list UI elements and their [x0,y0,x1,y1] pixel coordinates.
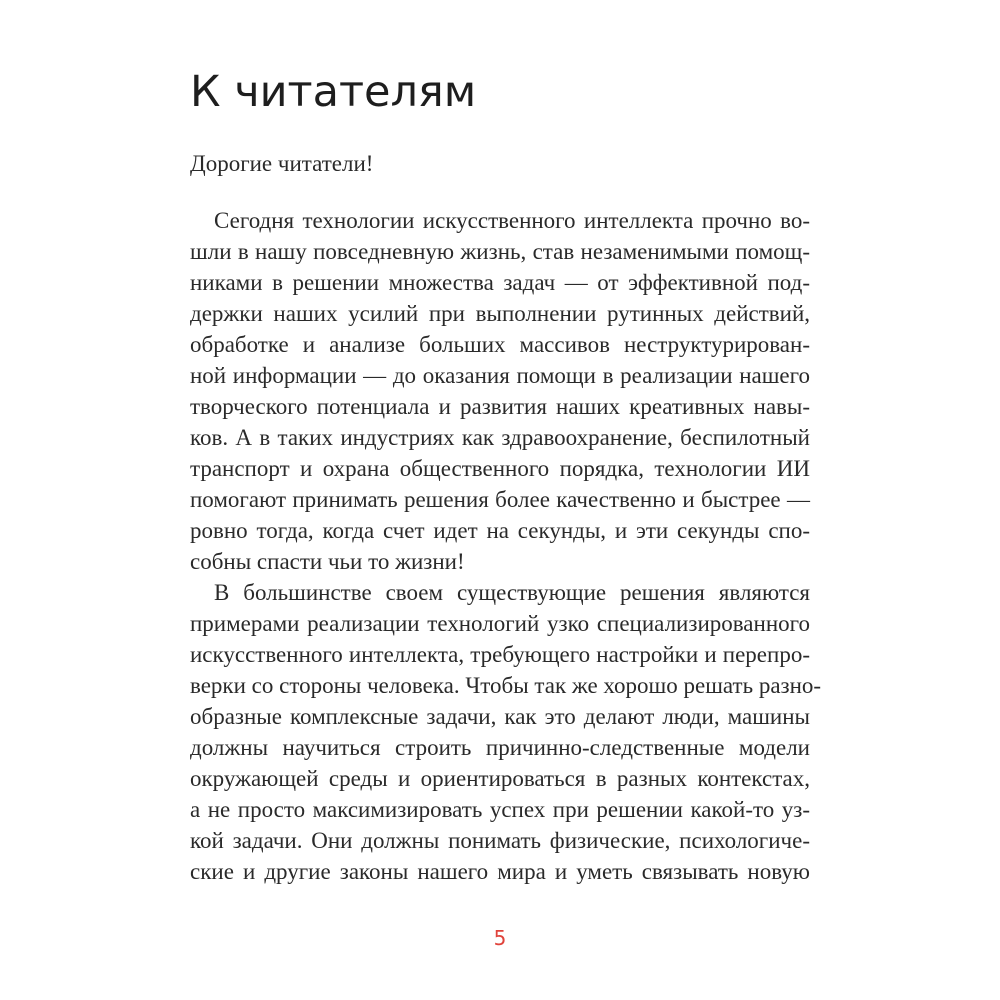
body-line: транспорт и охрана общественного порядка, технологии ИИ [190,456,810,481]
page-number: 5 [493,926,507,950]
body-line: обработке и анализе больших массивов неструктурирован- [190,332,810,357]
body-line: окружающей среды и ориентироваться в разных контекстах, [190,766,810,791]
chapter-title: К читателям [190,67,477,117]
body-line: ной информации — до оказания помощи в реализации нашего [190,363,810,388]
body-line: примерами реализации технологий узко специализированного [190,611,810,636]
body-line: ков. А в таких индустриях как здравоохранение, беспилотный [190,425,810,450]
body-line: помогают принимать решения более качественно и быстрее — [190,487,810,512]
body-text [190,205,822,887]
body-line: шли в нашу повседневную жизнь, став незаменимыми помощ- [190,239,810,264]
body-line: образные комплексные задачи, как это делают люди, машины [190,704,810,729]
body-line: а не просто максимизировать успех при решении какой-то уз- [190,797,810,822]
body-line: должны научиться строить причинно-следственные модели [190,735,810,760]
body-line: верки со стороны человека. Чтобы так же хорошо решать разно- [190,673,822,698]
body-line: В большинстве своем существующие решения являются [214,580,810,605]
body-line: искусственного интеллекта, требующего настройки и перепро- [190,642,810,667]
body-line: держки наших усилий при выполнении рутинных действий, [190,301,810,326]
greeting: Дорогие читатели! [190,151,374,176]
body-line: никами в решении множества задач — от эффективной под- [190,270,810,295]
body-line: собны спасти чьи то жизни! [190,549,465,574]
body-line: ские и другие законы нашего мира и уметь связывать новую [190,859,810,884]
body-line: творческого потенциала и развития наших креативных навы- [190,394,810,419]
body-line: кой задачи. Они должны понимать физические, психологиче- [190,828,810,853]
body-line: Сегодня технологии искусственного интеллекта прочно во- [214,208,810,233]
body-line: ровно тогда, когда счет идет на секунды, и эти секунды спо- [190,518,810,543]
